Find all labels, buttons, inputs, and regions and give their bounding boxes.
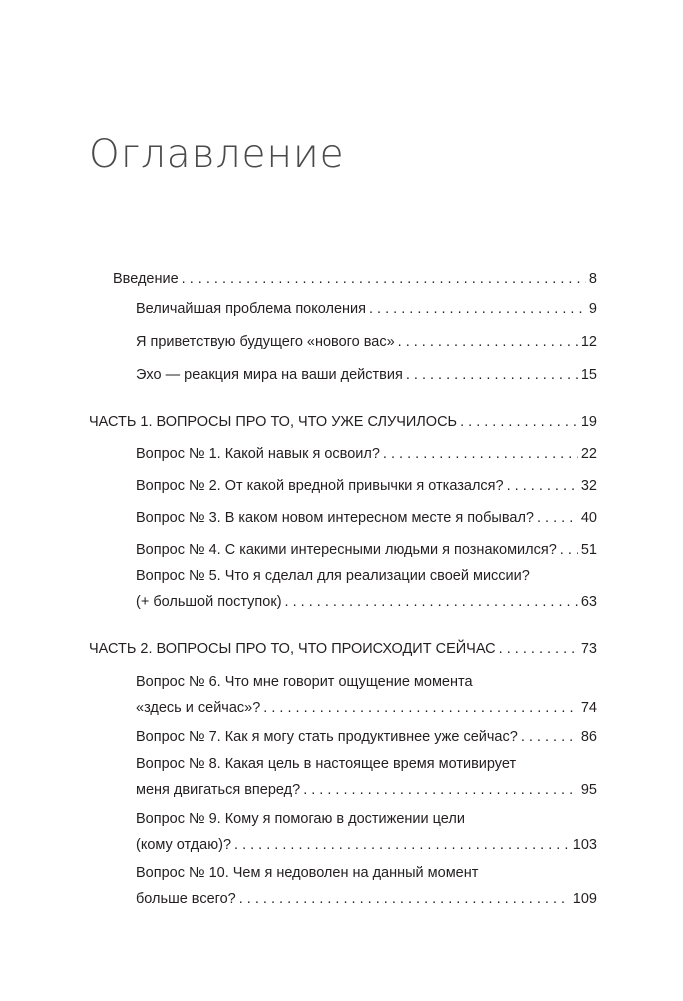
dot-leader	[460, 411, 578, 433]
dot-leader	[537, 507, 578, 529]
toc-entry-title: Вопрос № 2. От какой вредной привычки я отказался?	[136, 478, 504, 494]
dot-leader	[285, 591, 578, 613]
toc-entry[interactable]	[136, 539, 597, 561]
toc-entry-title: (кому отдаю)?	[136, 837, 232, 853]
toc-page-number: 19	[580, 414, 597, 430]
toc-page-number: 103	[572, 837, 597, 853]
toc-entry-title-line1: Вопрос № 5. Что я сделал для реализации своей миссии?	[136, 568, 530, 584]
dot-leader	[369, 298, 586, 320]
toc-entry-title-line1: Вопрос № 6. Что мне говорит ощущение момента	[136, 674, 473, 690]
toc-page-number: 15	[580, 367, 597, 383]
toc-page-number: 51	[580, 542, 597, 558]
toc-page-number: 74	[580, 700, 597, 716]
toc-page-number: 86	[580, 729, 597, 745]
toc-entry-title-line1: Вопрос № 8. Какая цель в настоящее время мотивирует	[136, 756, 517, 772]
toc-entry[interactable]	[136, 364, 597, 386]
dot-leader	[560, 539, 578, 561]
toc-page-number: 32	[580, 478, 597, 494]
toc-part-title: ЧАСТЬ 2. ВОПРОСЫ ПРО ТО, ЧТО ПРОИСХОДИТ СЕЙЧАС	[89, 641, 496, 657]
dot-leader	[383, 443, 578, 465]
toc-entry[interactable]	[136, 671, 597, 719]
toc-page-number: 12	[580, 334, 597, 350]
toc-entry-title-line1: Вопрос № 10. Чем я недоволен на данный момент	[136, 865, 479, 881]
dot-leader	[263, 697, 578, 719]
dot-leader	[239, 888, 570, 910]
toc-part-title: ЧАСТЬ 1. ВОПРОСЫ ПРО ТО, ЧТО УЖЕ СЛУЧИЛОСЬ	[89, 414, 458, 430]
toc-part-1[interactable]	[89, 411, 597, 433]
toc-entry-title: Я приветствую будущего «нового вас»	[136, 334, 395, 350]
toc-entry-title: меня двигаться вперед?	[136, 782, 301, 798]
dot-leader	[521, 726, 578, 748]
toc-page-number: 63	[580, 594, 597, 610]
dot-leader	[182, 268, 586, 290]
toc-entry-title: Вопрос № 4. С какими интересными людьми я познакомился?	[136, 542, 557, 558]
dot-leader	[499, 638, 578, 660]
dot-leader	[303, 779, 578, 801]
toc-entry-title: Вопрос № 7. Как я могу стать продуктивнее уже сейчас?	[136, 729, 518, 745]
toc-page-number: 8	[588, 271, 597, 287]
toc-entry[interactable]	[136, 475, 597, 497]
dot-leader	[398, 331, 578, 353]
toc-part-2[interactable]	[89, 638, 597, 660]
toc-entry-title: больше всего?	[136, 891, 236, 907]
toc-entry-title: Эхо — реакция мира на ваши действия	[136, 367, 403, 383]
toc-entry[interactable]	[136, 726, 597, 748]
toc-entry-title: «здесь и сейчас»?	[136, 700, 261, 716]
toc-entry-title: (+ большой поступок)	[136, 594, 282, 610]
toc-entry[interactable]	[136, 298, 597, 320]
toc-page-number: 109	[572, 891, 597, 907]
toc-entry[interactable]	[136, 565, 597, 613]
toc-entry[interactable]	[136, 753, 597, 801]
toc-entry[interactable]	[136, 507, 597, 529]
toc-entry-title-line1: Вопрос № 9. Кому я помогаю в достижении цели	[136, 811, 465, 827]
toc-entry[interactable]	[136, 862, 597, 910]
toc-page-number: 40	[580, 510, 597, 526]
page-title: Оглавление	[89, 132, 345, 177]
toc-page-number: 73	[580, 641, 597, 657]
toc-entry-intro[interactable]	[113, 268, 597, 290]
toc-page-number: 95	[580, 782, 597, 798]
toc-page-number: 22	[580, 446, 597, 462]
toc-entry-title: Введение	[113, 271, 179, 287]
toc-entry[interactable]	[136, 331, 597, 353]
toc-page-number: 9	[588, 301, 597, 317]
dot-leader	[406, 364, 578, 386]
dot-leader	[507, 475, 578, 497]
toc-entry[interactable]	[136, 808, 597, 856]
toc-entry-title: Вопрос № 1. Какой навык я освоил?	[136, 446, 380, 462]
toc-entry-title: Величайшая проблема поколения	[136, 301, 366, 317]
toc-entry[interactable]	[136, 443, 597, 465]
toc-entry-title: Вопрос № 3. В каком новом интересном месте я побывал?	[136, 510, 534, 526]
dot-leader	[234, 834, 570, 856]
